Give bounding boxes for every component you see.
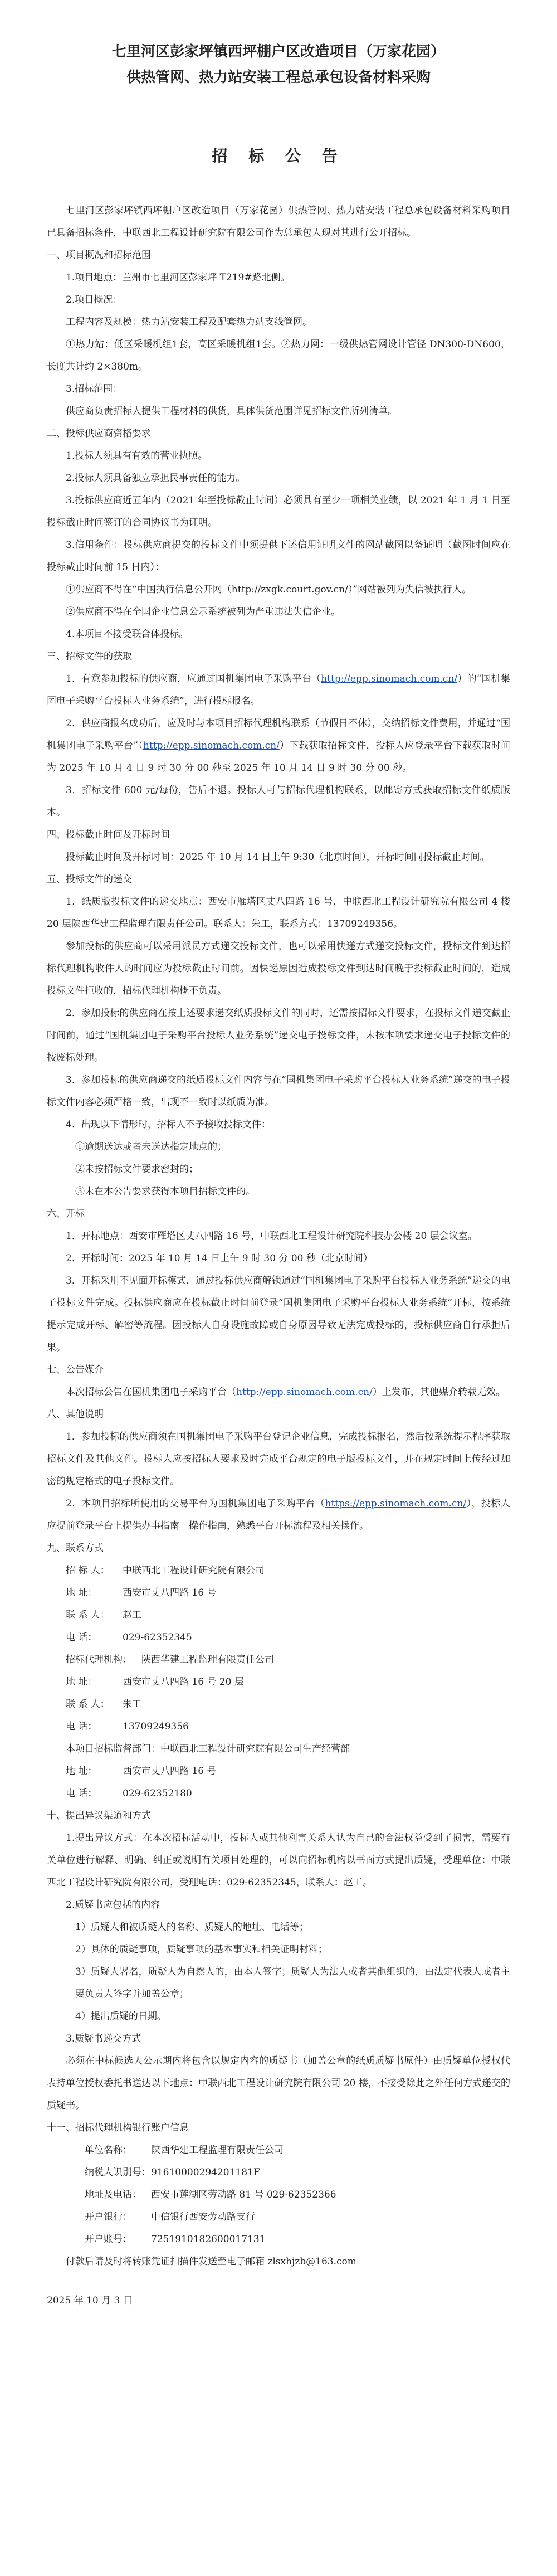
contact-key: 联 系 人：: [66, 1610, 110, 1621]
bank-key: 地址及电话：: [85, 2189, 141, 2200]
bank-note: 付款后请及时将转账凭证扫描件发送至电子邮箱 zlsxhjzb@163.com: [66, 2256, 356, 2267]
contact-row: [47, 1559, 510, 1582]
s1-item: 工程内容及规模：热力站安装工程及配套热力站支线管网。: [66, 317, 312, 328]
s1-item: 供应商负责招标人提供工程材料的供货，具体供货范围详见招标文件所列清单。: [66, 406, 397, 417]
bank-row: [47, 2184, 510, 2206]
section-4-title: 四、投标截止时间及开标时间: [47, 829, 170, 840]
bank-row: [47, 2228, 510, 2251]
platform-link[interactable]: https://epp.sinomach.com.cn/: [325, 1498, 467, 1509]
s8-paragraph-1: 1．参加投标的供应商须在国机集团电子采购平台登记企业信息，完成投标报名，然后按系统提示程序获取招标文件及其他文件。投标人应按招标人要求及时完成平台规定的电子版投标文件，并在规定时间上传经过加密的规定格式的电子投标文件。: [47, 1431, 510, 1487]
contact-row: [47, 1760, 510, 1782]
section-8-title: 八、其他说明: [47, 1409, 104, 1420]
section-2-title: 二、投标供应商资格要求: [47, 428, 151, 439]
s10-paragraph-1: 1.提出异议方式：在本次招标活动中，投标人或其他利害关系人认为自己的合法权益受到了损害，需要有关单位进行解释、明确、纠正或说明有关项目处理的，可以向招标机构以书面方式提出质疑，受理单位：中联西北工程设计研究院有限公司，受理电话：029-62352345，联系人：赵工。: [47, 1833, 510, 1888]
notice-body: [47, 200, 510, 2312]
contact-row: [47, 1715, 510, 1738]
contact-key: 电 话：: [66, 1788, 97, 1799]
s3-paragraph-2: [47, 712, 510, 779]
s3-paragraph-1: [47, 668, 510, 712]
contact-value: 西安市丈八四路 16 号: [123, 1587, 217, 1598]
s10-paragraph-2: 2.质疑书应包括的内容: [66, 1899, 160, 1911]
s5-paragraph-2: 参加投标的供应商可以采用派员方式递交投标文件，也可以采用快递方式递交投标文件，投标文件到达招标代理机构收件人的时间应为投标截止时间前。因快递原因造成投标文件到达时间晚于投标截止时间的，造成投标文件拒收的，招标代理机构概不负责。: [47, 941, 510, 997]
contact-key: 地 址：: [66, 1766, 97, 1777]
contact-key: 联 系 人：: [66, 1699, 110, 1710]
s1-item: 1.项目地点：兰州市七里河区彭家坪 T219#路北侧。: [66, 272, 290, 283]
s3-p1-pre: 1．有意参加投标的供应商，应通过国机集团电子采购平台（: [66, 673, 321, 684]
s5-list-item: ③未在本公告要求获得本项目招标文件的。: [75, 1186, 255, 1197]
s1-item: 3.招标范围：: [66, 383, 123, 395]
s6-paragraph-2: 2．开标时间：2025 年 10 月 14 日上午 9 时 30 分 00 秒（北京时间）: [66, 1253, 373, 1264]
contact-row: [47, 1671, 510, 1693]
supervisor-contact: [47, 1738, 510, 1805]
bank-value: 中信银行西安劳动路支行: [151, 2212, 255, 2223]
contact-row: [47, 1604, 510, 1626]
intro-paragraph: 七里河区彭家坪镇西坪棚户区改造项目（万家花园）供热管网、热力站安装工程总承包设备材料采购项目已具备招标条件，中联西北工程设计研究院有限公司作为总承包人现对其进行公开招标。: [47, 205, 510, 239]
bank-value: 西安市莲湖区劳动路 81 号 029-62352366: [151, 2189, 336, 2200]
section-10-title: 十、提出异议渠道和方式: [47, 1810, 151, 1821]
document-title: [47, 39, 510, 90]
s1-item: ①热力站：低区采暖机组1套，高区采暖机组1套。②热力网：一级供热管网设计管径 DN300-DN600，长度共计约 2×380m。: [47, 339, 510, 372]
contact-key: 本项目招标监督部门：: [66, 1743, 160, 1754]
bank-row: [47, 2206, 510, 2228]
s10-list-item: 1）质疑人和被质疑人的名称、质疑人的地址、电话等；: [75, 1922, 309, 1933]
platform-link[interactable]: http://epp.sinomach.com.cn/: [236, 1387, 373, 1398]
section-11-title: 十一、招标代理机构银行账户信息: [47, 2122, 189, 2133]
s2-item: ①供应商不得在“中国执行信息公开网（http://zxgk.court.gov.cn/）”网站被列为失信被执行人。: [66, 584, 472, 595]
contact-value: 陕西华建工程监理有限责任公司: [141, 1654, 274, 1665]
notice-heading: 招 标 公 告: [212, 147, 345, 165]
tenderer-contact: [47, 1559, 510, 1649]
s7-paragraph: [47, 1381, 510, 1403]
agent-contact: [47, 1649, 510, 1738]
contact-value: 赵工: [123, 1610, 141, 1621]
s5-paragraph-1: 1．纸质版投标文件的递交地点：西安市雁塔区丈八四路 16 号，中联西北工程设计研究院有限公司 4 楼 20 层陕西华建工程监理有限责任公司。联系人：朱工，联系方式：13709249356。: [47, 896, 510, 930]
title-line-2: 供热管网、热力站安装工程总承包设备材料采购: [126, 69, 431, 86]
contact-key: 招 标 人：: [66, 1565, 110, 1576]
contact-key: 电 话：: [66, 1721, 97, 1732]
s8-paragraph-2: [47, 1493, 510, 1537]
section-1-title: 一、项目概况和招标范围: [47, 250, 151, 261]
section-9-title: 九、联系方式: [47, 1543, 104, 1554]
notice-date: 2025 年 10 月 3 日: [47, 2295, 133, 2306]
s5-paragraph-4: 3．参加投标的供应商递交的纸质投标文件内容与在“国机集团电子采购平台投标人业务系统”递交的电子投标文件内容必须严格一致，出现不一致时以纸质为准。: [47, 1075, 510, 1108]
section-7-title: 七、公告媒介: [47, 1364, 104, 1376]
s3-p1-post: ）的“国机集团电子采购平台投标人业务系统”，进行投标报名。: [47, 673, 510, 707]
contact-value: 朱工: [123, 1699, 141, 1710]
platform-link[interactable]: http://epp.sinomach.com.cn/: [321, 673, 458, 684]
contact-value: 中联西北工程设计研究院有限公司生产经营部: [160, 1743, 350, 1754]
contact-row: [47, 1649, 510, 1671]
contact-key: 地 址：: [66, 1676, 97, 1688]
contact-row: [47, 1693, 510, 1715]
bank-key: 开户银行：: [85, 2212, 132, 2223]
contact-row: [47, 1626, 510, 1649]
s7-pre: 本次招标公告在国机集团电子采购平台（: [66, 1387, 236, 1398]
contact-value: 029-62352180: [123, 1788, 192, 1799]
s5-list-item: ①逾期送达或者未送达指定地点的；: [75, 1141, 227, 1153]
s2-item: 2.投标人须具备独立承担民事责任的能力。: [66, 473, 246, 484]
bank-value: 7251910182600017131: [151, 2234, 266, 2245]
section-6-title: 六、开标: [47, 1208, 85, 1219]
s3-paragraph-3: 3．招标文件 600 元/每份，售后不退。投标人可与招标代理机构联系，以邮寄方式获取招标文件纸质版本。: [47, 785, 510, 818]
platform-link[interactable]: http://epp.sinomach.com.cn/: [143, 740, 280, 751]
contact-key: 电 话：: [66, 1632, 97, 1643]
s2-item: ②供应商不得在全国企业信息公示系统被列为严重违法失信企业。: [66, 606, 340, 618]
s1-item: 2.项目概况：: [66, 294, 123, 305]
s5-list-item: ②未按招标文件要求密封的；: [75, 1164, 198, 1175]
bank-value: 陕西华建工程监理有限责任公司: [151, 2145, 284, 2156]
contact-value: 西安市丈八四路 16 号 20 层: [123, 1676, 244, 1688]
contact-value: 中联西北工程设计研究院有限公司: [123, 1565, 265, 1576]
s7-post: ）上发布，其他媒介转载无效。: [372, 1387, 505, 1398]
s2-item: 1.投标人须具有有效的营业执照。: [66, 450, 208, 461]
contact-key: 招标代理机构：: [66, 1654, 132, 1665]
s8-p2-pre: 2．本项目招标所使用的交易平台为国机集团电子采购平台（: [66, 1498, 325, 1509]
s8-p2-post: ），投标人应提前登录平台上提供办事指南－操作指南，熟悉平台开标流程及相关操作。: [47, 1498, 510, 1532]
contact-row: [47, 1782, 510, 1805]
section-3-title: 三、招标文件的获取: [47, 651, 132, 662]
s2-item: 3.信用条件：投标供应商提交的投标文件中须提供下述信用证明文件的网站截图以备证明（截图时间应在投标截止时间前 15 日内）：: [47, 539, 510, 573]
bank-row: [47, 2139, 510, 2161]
s5-paragraph-3: 2．参加投标的供应商在按上述要求递交纸质投标文件的同时，还需按招标文件要求，在投标文件递交截止时间前，通过“国机集团电子采购平台投标人业务系统”递交电子投标文件，未按本项要求递交电子投标文件的按废标处理。: [47, 1008, 510, 1063]
s6-paragraph-1: 1．开标地点：西安市雁塔区丈八四路 16 号，中联西北工程设计研究院科技办公楼 20 层会议室。: [66, 1231, 477, 1242]
bank-key: 纳税人识别号：: [85, 2167, 151, 2178]
contact-value: 029-62352345: [123, 1632, 192, 1643]
bank-value: 91610000294201181F: [151, 2167, 260, 2178]
title-line-1: 七里河区彭家坪镇西坪棚户区改造项目（万家花园）: [111, 43, 445, 60]
s10-paragraph-4: 必须在中标候选人公示期内将包含以规定内容的质疑书（加盖公章的纸质质疑书原件）由质疑单位授权代表持单位授权委托书送达以下地点：中联西北工程设计研究院有限公司 20 楼，不接受除此之外任何方式递交的质疑书。: [47, 2055, 510, 2111]
contact-key: 地 址：: [66, 1587, 97, 1598]
s2-item: 3.投标供应商近五年内（2021 年至投标截止时间）必须具有至少一项相关业绩，以 2021 年 1 月 1 日至投标截止时间签订的合同协议书为证明。: [47, 495, 510, 528]
contact-row: [47, 1582, 510, 1604]
s4-paragraph: 投标截止时间及开标时间：2025 年 10 月 14 日上午 9:30（北京时间），开标时间同投标截止时间。: [66, 852, 490, 863]
bank-key: 单位名称：: [85, 2145, 132, 2156]
s10-paragraph-3: 3.质疑书递交方式: [66, 2033, 141, 2044]
s3-p2-pre: 2．供应商报名成功后，应及时与本项目招标代理机构联系（节假日不休），交纳招标文件费用，并通过“国机集团电子采购平台”（: [47, 718, 510, 751]
bank-info: [47, 2139, 510, 2251]
contact-value: 13709249356: [123, 1721, 189, 1732]
s10-list-item: 3）质疑人署名，质疑人为自然人的，由本人签字；质疑人为法人或者其他组织的，由法定代表人或者主要负责人签字并加盖公章；: [75, 1966, 510, 2000]
s10-list-item: 2）具体的质疑事项，质疑事项的基本事实和相关证明材料；: [75, 1944, 328, 1955]
contact-row: [47, 1738, 510, 1760]
s2-item: 4.本项目不接受联合体投标。: [66, 629, 189, 640]
s10-list-item: 4）提出质疑的日期。: [75, 2011, 167, 2022]
contact-value: 西安市丈八四路 16 号: [123, 1766, 217, 1777]
s6-paragraph-3: 3．开标采用不见面开标模式，通过投标供应商解锁通过“国机集团电子采购平台投标人业务系统”递交的电子投标文件完成。投标供应商应在投标截止时间前登录“国机集团电子采购平台投标人业务系统”开标，按系统提示完成开标、解密等流程。因投标人自身设施故障或自身原因导致无法完成投标的，投标供应商自行承担后果。: [47, 1275, 510, 1353]
section-5-title: 五、投标文件的递交: [47, 874, 132, 885]
bank-key: 开户账号：: [85, 2234, 132, 2245]
s3-p2-post: ）下载获取招标文件，投标人应登录平台下载获取时间为 2025 年 10 月 4 日 9 时 30 分 00 秒至 2025 年 10 月 14 日 9 时 30 分 00 秒。: [47, 740, 510, 774]
bank-row: [47, 2161, 510, 2184]
s5-paragraph-5: 4．出现以下情形时，招标人不予接收投标文件：: [66, 1119, 271, 1130]
